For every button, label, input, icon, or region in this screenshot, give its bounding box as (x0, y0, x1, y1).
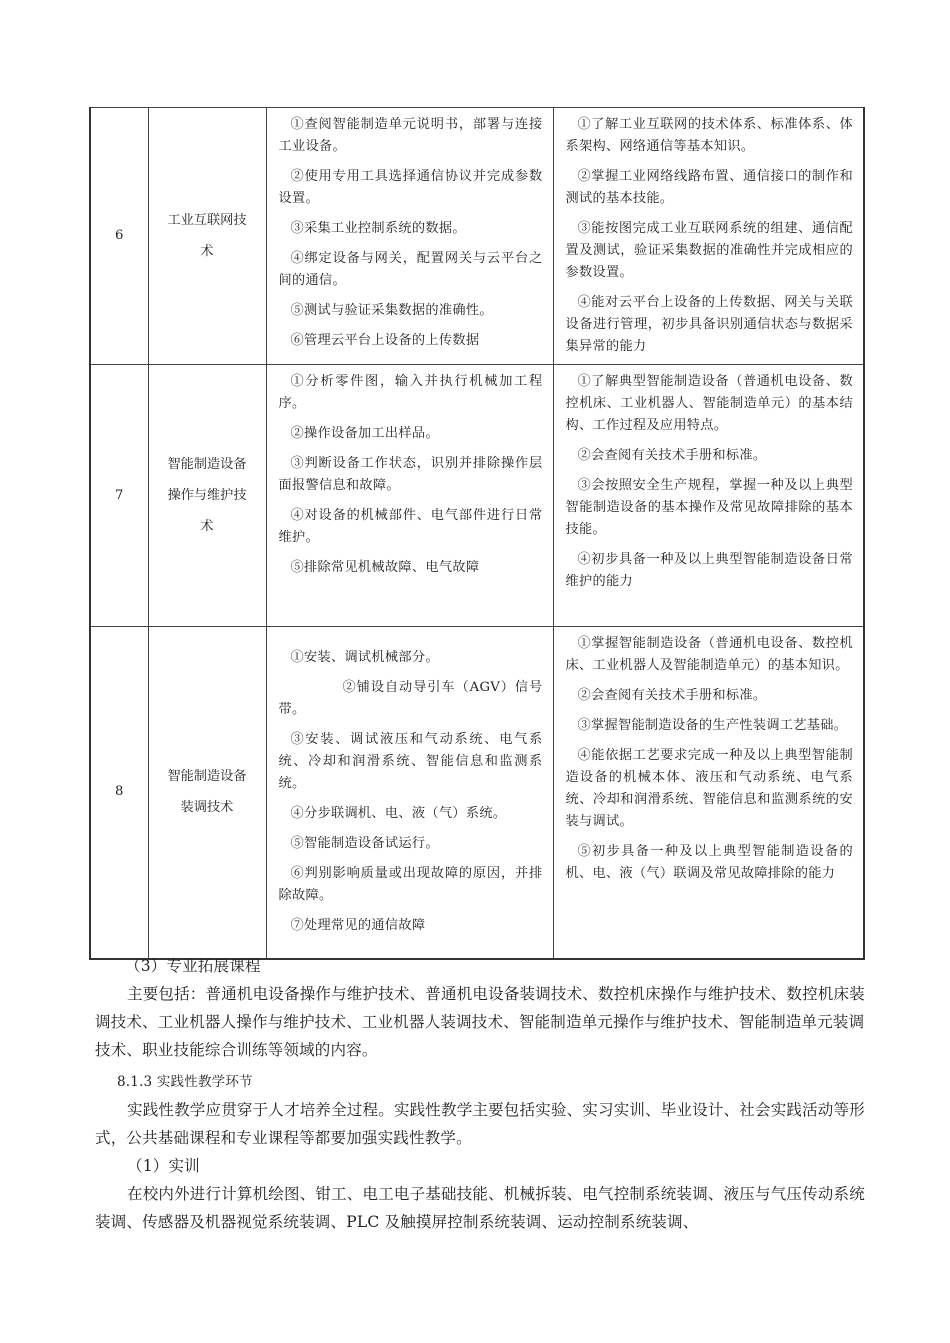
requirement-item: ①了解工业互联网的技术体系、标准体系、体系架构、网络通信等基本知识。 (565, 117, 853, 154)
work-tasks-cell (266, 627, 553, 959)
work-tasks-cell (266, 365, 553, 627)
course-name: 工业互联网技术 (167, 213, 247, 259)
requirement-item: ②会查阅有关技术手册和标准。 (577, 448, 767, 463)
task-item: ④绑定设备与网关，配置网关与云平台之间的通信。 (278, 251, 543, 288)
table-row (90, 365, 864, 627)
course-name-cell (148, 108, 266, 365)
task-item: ⑥判别影响质量或出现故障的原因，并排除故障。 (278, 866, 543, 904)
course-name-cell (148, 627, 266, 959)
row-number: 6 (90, 108, 148, 365)
task-item: ②使用专用工具选择通信协议并完成参数设置。 (278, 169, 543, 206)
requirement-item: ③掌握智能制造设备的生产性装调工艺基础。 (577, 718, 848, 733)
requirement-item: ①了解典型智能制造设备（普通机电设备、数控机床、工业机器人、智能制造单元）的基本结构、工作过程及应用特点。 (565, 374, 853, 433)
paragraph: 实践性教学应贯穿于人才培养全过程。实践性教学主要包括实验、实习实训、毕业设计、社会实践活动等形式，公共基础课程和专业课程等都要加强实践性教学。 (95, 1101, 865, 1147)
requirement-item: ②掌握工业网络线路布置、通信接口的制作和测试的基本技能。 (565, 169, 853, 206)
task-item: ①安装、调试机械部分。 (290, 650, 439, 666)
requirement-item: ②会查阅有关技术手册和标准。 (577, 688, 767, 703)
course-name: 智能制造设备操作与维护技术 (167, 457, 247, 534)
task-item: ②铺设自动导引车（AGV）信号带。 (278, 680, 543, 718)
course-name: 智能制造设备装调技术 (167, 769, 247, 816)
paragraph: 在校内外进行计算机绘图、钳工、电工电子基础技能、机械拆装、电气控制系统装调、液压与气压传动系统装调、传感器及机器视觉系统装调、PLC 及触摸屏控制系统装调、运动控制系统装调、 (95, 1185, 865, 1231)
task-item: ②操作设备加工出样品。 (290, 426, 439, 441)
requirement-item: ①掌握智能制造设备（普通机电设备、数控机床、工业机器人及智能制造单元）的基本知识。 (565, 636, 853, 673)
subsection-title: （3）专业拓展课程 (125, 957, 261, 975)
row-number: 8 (90, 627, 148, 959)
row-number: 7 (90, 365, 148, 627)
task-item: ①查阅智能制造单元说明书，部署与连接工业设备。 (278, 117, 543, 154)
requirement-item: ④初步具备一种及以上典型智能制造设备日常维护的能力 (565, 552, 853, 589)
requirement-item: ③会按照安全生产规程，掌握一种及以上典型智能制造设备的基本操作及常见故障排除的基本技能。 (565, 478, 853, 537)
paragraph: 主要包括：普通机电设备操作与维护技术、普通机电设备装调技术、数控机床操作与维护技术、数控机床装调技术、工业机器人操作与维护技术、工业机器人装调技术、智能制造单元操作与维护技术、智能制造单元装调技术、职业技能综合训练等领域的内容。 (95, 985, 865, 1059)
requirements-cell (553, 108, 864, 365)
task-item: ③安装、调试液压和气动系统、电气系统、冷却和润滑系统、智能信息和监测系统。 (278, 732, 543, 792)
table-row (90, 108, 864, 365)
requirement-item: ④能依据工艺要求完成一种及以上典型智能制造设备的机械本体、液压和气动系统、电气系统、冷却和润滑系统、智能信息和监测系统的安装与调试。 (565, 748, 853, 829)
requirement-item: ③能按图完成工业互联网系统的组建、通信配置及测试，验证采集数据的准确性并完成相应的参数设置。 (565, 221, 853, 280)
course-table (89, 107, 865, 960)
section-heading: 8.1.3 实践性教学环节 (117, 1074, 253, 1090)
task-item: ①分析零件图，输入并执行机械加工程序。 (278, 374, 543, 411)
requirement-item: ④能对云平台上设备的上传数据、网关与关联设备进行管理，初步具备识别通信状态与数据采集异常的能力 (565, 295, 853, 354)
table-row (90, 627, 864, 959)
subsection-title: （1）实训 (127, 1157, 200, 1175)
course-name-cell (148, 365, 266, 627)
body-text (95, 952, 865, 1236)
task-item: ⑥管理云平台上设备的上传数据 (290, 333, 480, 348)
task-item: ③采集工业控制系统的数据。 (290, 221, 466, 236)
task-item: ④对设备的机械部件、电气部件进行日常维护。 (278, 508, 543, 545)
task-item: ⑤测试与验证采集数据的准确性。 (290, 303, 493, 318)
task-item: ⑤排除常见机械故障、电气故障 (290, 560, 480, 575)
task-item: ③判断设备工作状态，识别并排除操作层面报警信息和故障。 (278, 456, 543, 493)
requirements-cell (553, 627, 864, 959)
task-item: ④分步联调机、电、液（气）系统。 (290, 806, 507, 822)
requirements-cell (553, 365, 864, 627)
task-item: ⑤智能制造设备试运行。 (290, 836, 439, 852)
task-item: ⑦处理常见的通信故障 (290, 918, 426, 934)
requirement-item: ⑤初步具备一种及以上典型智能制造设备的机、电、液（气）联调及常见故障排除的能力 (565, 844, 853, 881)
work-tasks-cell (266, 108, 553, 365)
